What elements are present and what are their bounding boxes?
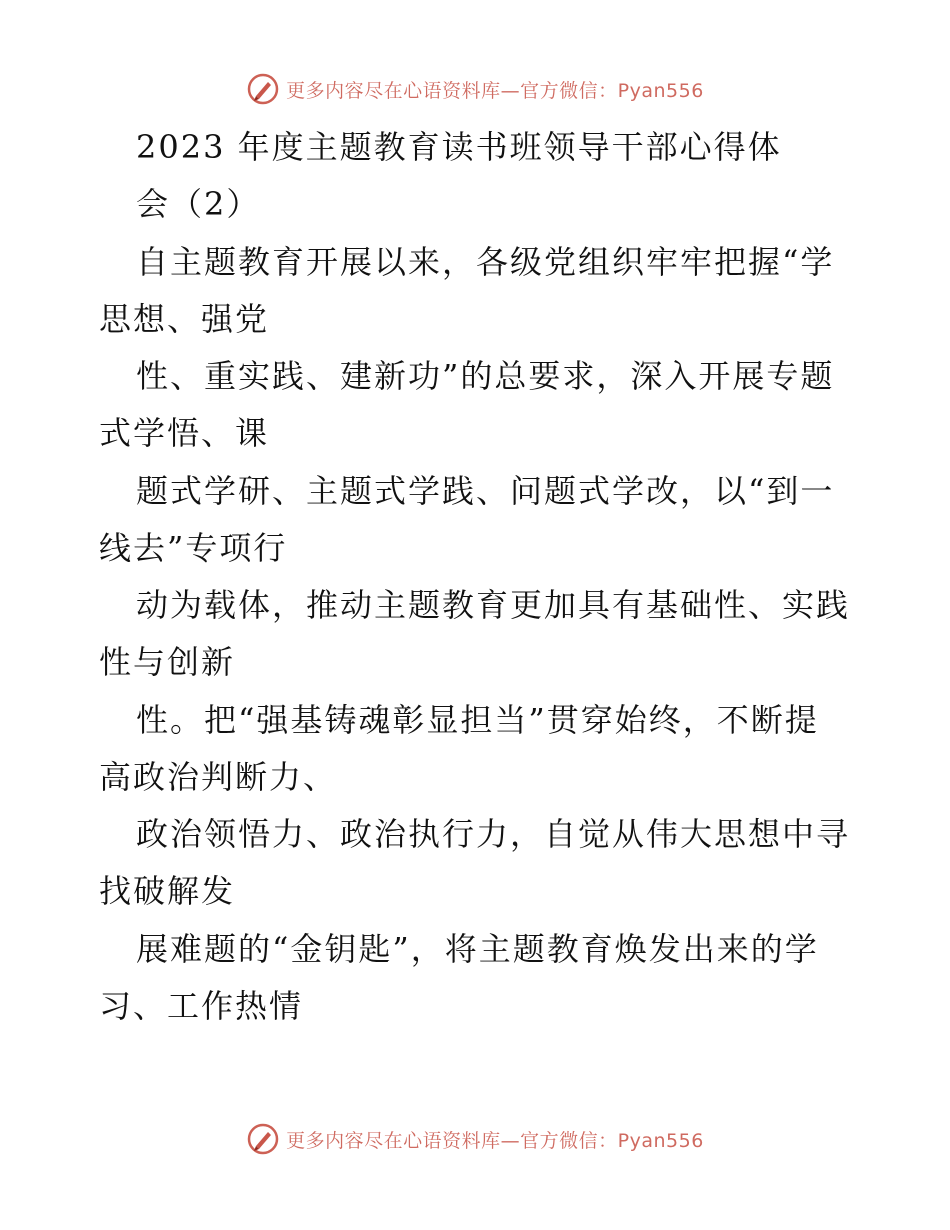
pen-seal-logo-icon [246, 72, 280, 106]
doc-line-15: 展难题的“金钥匙”，将主题教育焕发出来的学 [136, 930, 819, 968]
doc-line-5: 性、重实践、建新功”的总要求，深入开展专题 [136, 357, 835, 395]
doc-line-10: 性与创新 [99, 643, 236, 681]
doc-line-14: 找破解发 [99, 872, 236, 910]
doc-line-2: 会（2） [136, 185, 261, 223]
doc-line-16: 习、工作热情 [99, 987, 304, 1025]
watermark-text: 更多内容尽在心语资料库—官方微信：Pyan556 [286, 1129, 704, 1152]
doc-line-9: 动为载体，推动主题教育更加具有基础性、实践 [136, 586, 851, 624]
doc-line-3: 自主题教育开展以来，各级党组织牢牢把握“学 [136, 243, 835, 281]
doc-line-6: 式学悟、课 [99, 414, 270, 452]
header-watermark [0, 72, 950, 106]
doc-line-13: 政治领悟力、政治执行力，自觉从伟大思想中寻 [136, 815, 851, 853]
pen-seal-logo-icon [246, 1122, 280, 1156]
doc-line-11: 性。把“强基铸魂彰显担当”贯穿始终，不断提 [136, 701, 819, 739]
watermark-text: 更多内容尽在心语资料库—官方微信：Pyan556 [286, 79, 704, 102]
footer-watermark [0, 1122, 950, 1156]
doc-line-1: 2023 年度主题教育读书班领导干部心得体 [136, 128, 782, 166]
doc-line-12: 高政治判断力、 [99, 758, 338, 796]
doc-line-7: 题式学研、主题式学践、问题式学改，以“到一 [136, 472, 835, 510]
doc-line-4: 思想、强党 [99, 300, 270, 338]
doc-line-8: 线去”专项行 [99, 529, 288, 567]
